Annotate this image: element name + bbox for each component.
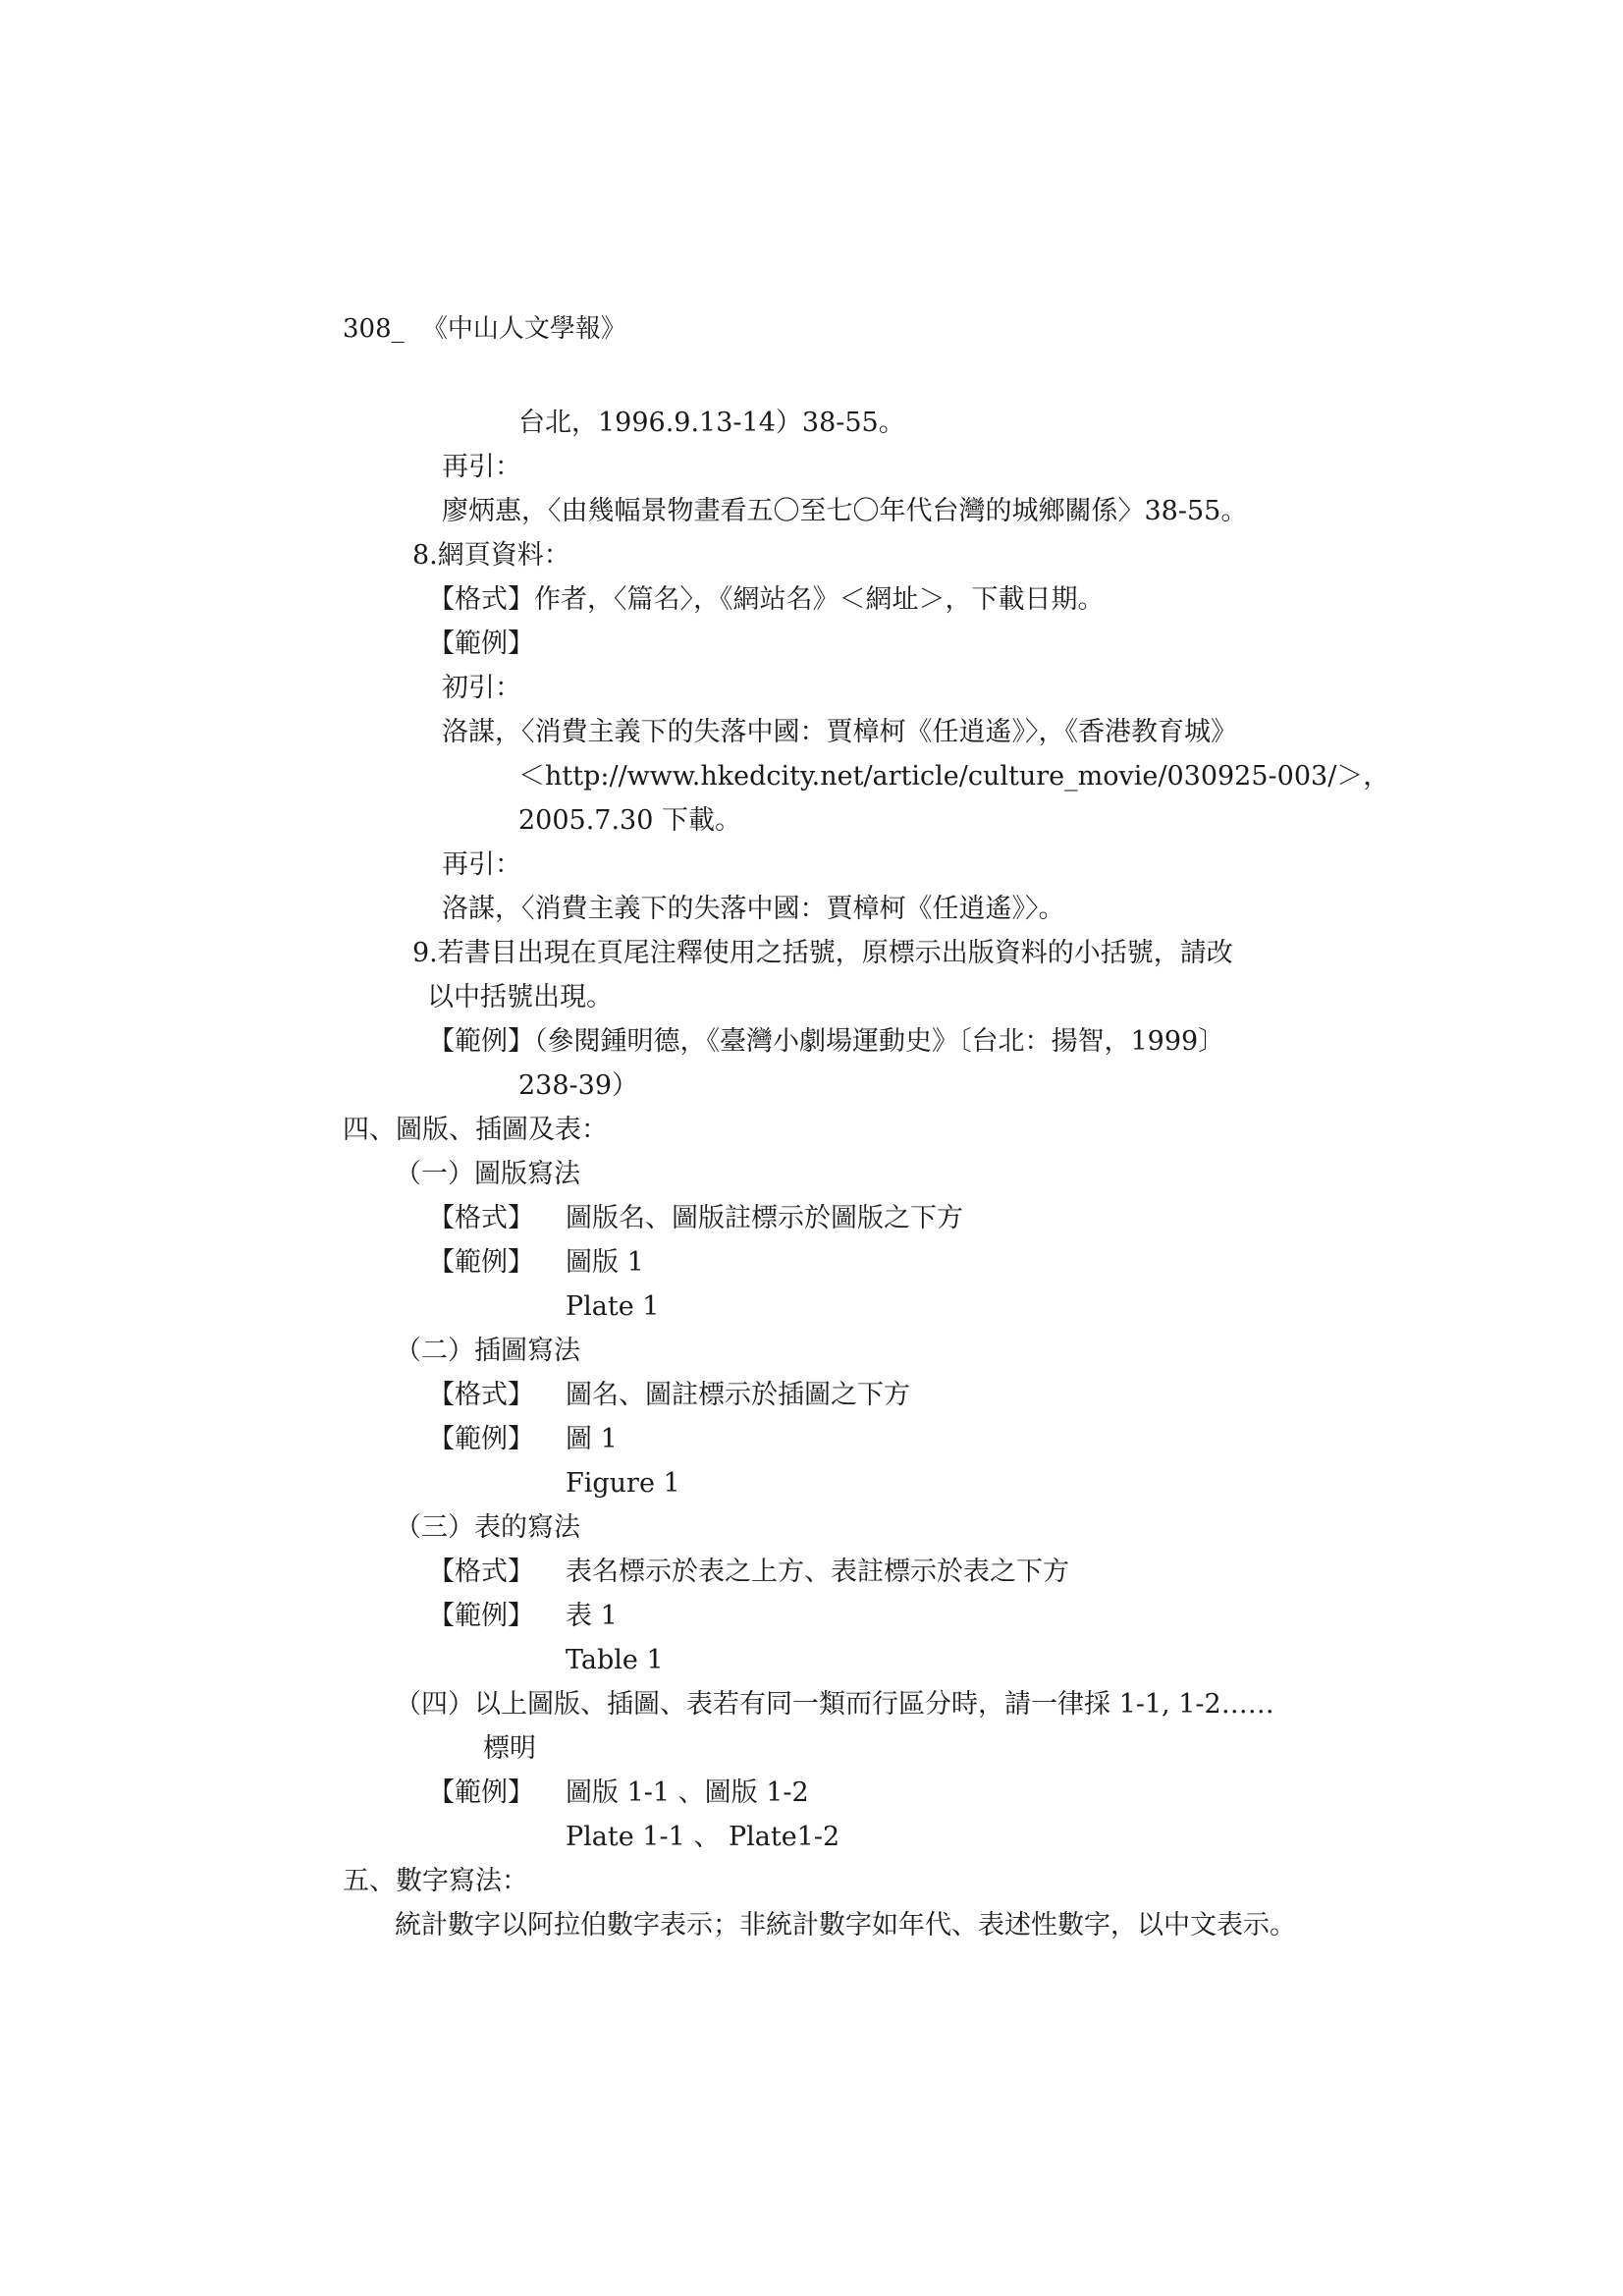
text-line: 台北，1996.9.13-14）38-55。 (518, 408, 905, 438)
text-line: Plate 1 (566, 1291, 660, 1322)
text-line: 圖版 1 (566, 1247, 644, 1278)
text-line: 圖版 1-1 、圖版 1-2 (566, 1777, 809, 1808)
subsection-heading: （三）表的寫法 (395, 1512, 580, 1543)
page-number: 308_ (343, 314, 405, 344)
chapter-heading: 四、圖版、插圖及表： (343, 1115, 608, 1145)
section-heading: 9.若書目出現在頁尾注釋使用之括號，原標示出版資料的小括號，請改 (412, 938, 1233, 968)
label: 【範例】 (428, 1247, 534, 1278)
subsection-heading: （四）以上圖版、插圖、表若有同一類而行區分時，請一律採 1-1, 1-2…… (395, 1689, 1274, 1720)
text-line: 【格式】作者，〈篇名〉，《網站名》＜網址＞，下載日期。 (428, 584, 1105, 615)
chapter-heading: 五、數字寫法： (343, 1866, 528, 1896)
text-line: 圖 1 (566, 1424, 618, 1454)
journal-title: 《中山人文學報》 (421, 314, 626, 344)
section-heading: 8.網頁資料： (412, 540, 570, 571)
label: 【範例】 (428, 1777, 534, 1808)
label: 【格式】 (428, 1203, 534, 1233)
label: 【範例】 (428, 1601, 534, 1631)
text-line: 圖版名、圖版註標示於圖版之下方 (566, 1203, 963, 1233)
subsection-heading: （二）插圖寫法 (395, 1336, 580, 1366)
label: 【格式】 (428, 1557, 534, 1587)
text-line: Plate 1-1 、 Plate1-2 (566, 1822, 840, 1852)
text-line: Table 1 (566, 1645, 664, 1675)
text-line: 洛謀，〈消費主義下的失落中國：賈樟柯《任逍遙》〉，《香港教育城》 (442, 717, 1237, 747)
label: 【格式】 (428, 1380, 534, 1410)
text-line: 初引： (442, 673, 521, 703)
text-line: 表 1 (566, 1601, 618, 1631)
text-line: 統計數字以阿拉伯數字表示；非統計數字如年代、表述性數字，以中文表示。 (395, 1910, 1296, 1941)
text-line: 【範例】（參閱鍾明德，《臺灣小劇場運動史》〔台北：揚智，1999〕 (428, 1026, 1225, 1057)
text-line: 再引： (442, 849, 521, 880)
subsection-heading: （一）圖版寫法 (395, 1159, 580, 1189)
text-line: 238-39） (518, 1070, 639, 1101)
text-line: ＜http://www.hkedcity.net/article/culture_movie/030925-003/＞， (518, 761, 1390, 792)
page-header (343, 312, 626, 346)
text-line: 2005.7.30 下載。 (518, 805, 741, 836)
text-line: 洛謀，〈消費主義下的失落中國：賈樟柯《任逍遙》〉。 (442, 894, 1065, 924)
text-line: 以中括號出現。 (427, 982, 613, 1012)
text-line: 廖炳惠，〈由幾幅景物畫看五〇至七〇年代台灣的城鄉關係〉38-55。 (442, 496, 1248, 526)
label: 【範例】 (428, 1424, 534, 1454)
text-line: 【範例】 (428, 629, 534, 659)
text-line: 標明 (483, 1733, 536, 1764)
text-line: 表名標示於表之上方、表註標示於表之下方 (566, 1557, 1069, 1587)
text-line: Figure 1 (566, 1468, 680, 1499)
text-line: 再引： (442, 452, 521, 482)
text-line: 圖名、圖註標示於插圖之下方 (566, 1380, 910, 1410)
